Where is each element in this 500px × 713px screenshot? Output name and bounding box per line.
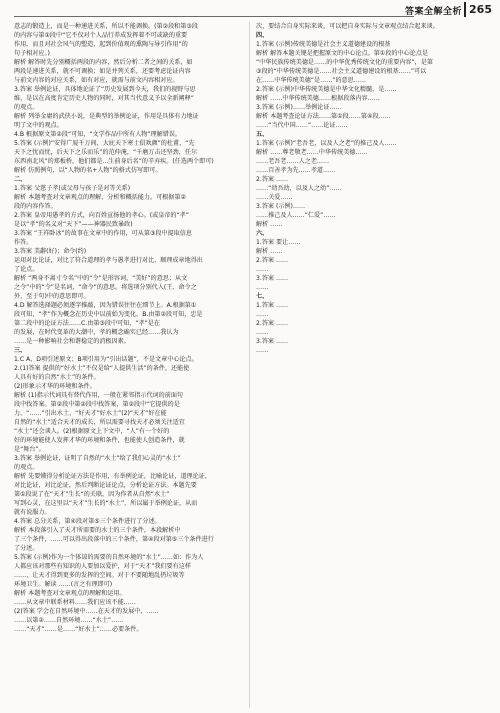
text-line: 解析 (1)指示代词具有替代作用，一般在紧邻指示代词的前面句 [14, 392, 184, 399]
page-header [14, 4, 492, 18]
text-line: ……，让天才得到更多的发挥的空间。对于不要随地乱扔垃圾等 [14, 572, 185, 579]
text-line: 解析 列举金庸的武侠小说，是典型的举例论证，作用是具体有力地证 [14, 113, 199, 120]
text-line: 了论点。 [14, 266, 39, 273]
text-line: 的内容与第①段中“它不仅对个人品行养成发挥着不可或缺的重要 [14, 32, 188, 39]
column-divider [249, 22, 250, 708]
text-line: …… [256, 347, 269, 354]
text-line: 与前文内容的对应关系，如有对应，就需与前文内容相对应。 [14, 77, 179, 84]
text-line: 5.答案 (示例)作为一个体谅的需要的自然环境的“水土”……如：作为人 [14, 554, 204, 561]
text-line: 2.答案 皇帝用愚孝的方式，向百姓宣扬他的孝心。(或皇帝的“孝” [14, 212, 189, 219]
text-line: 4.答案 总分关系，第④段对第⑤三个条件进行了分述。 [14, 518, 161, 525]
text-line: 的观点。 [14, 104, 39, 111]
text-line: 对比论证，对比论证，然后判断论证论点，分析论证方法。本题先要 [14, 482, 197, 489]
text-line: “水土”还会谈人。(2)根据原文上下文中，“人”有一个好的 [14, 428, 170, 435]
section-heading: 三、 [14, 347, 27, 354]
right-column [256, 22, 488, 708]
text-line: 1.答案 要让…… [256, 239, 301, 246]
text-line: 明了文中的观点。 [14, 122, 63, 129]
text-line: 解析 …… [256, 248, 283, 255]
text-line: 第①段说了在“天才”生长“的关联，因为作者从自然“水土” [14, 491, 170, 498]
text-line: 的发展，在时代变革的大潮中，孝的概念确实已经……我认为 [14, 329, 179, 336]
text-line: 解析 本题考查对文章观点的理解，分析和概括能力。可根据第② [14, 194, 186, 201]
text-line: 1.答案 (示例)“老吾老，以及人之老”的推己及人…… [256, 140, 397, 147]
text-line: 解析 先要懂得分析论证方法是作用，有举例论证，比喻论证，道理论证， [14, 473, 211, 480]
text-line: 第二段中的论证方法……C.由第③段中可知，“孝”是在 [14, 320, 160, 327]
text-line: 力、“……”引出水土，“好天才”好水土”(2)“天才”好在能 [14, 410, 167, 417]
text-line: 解析 “两身不离寸令名”中的“令”是形容词，“美好”的意思；从文 [14, 275, 188, 282]
text-line: 在……中华传统美德“是……”的意思…… [256, 77, 366, 84]
text-line: 3.答案 “王祥卧冰”的故事在文章中的作用，可从第③段中提取信息 [14, 230, 192, 237]
text-line: ③段的“中华传统美德是……社会主义道德建设的根基……”可以 [256, 68, 427, 75]
text-line: 好的环境能使人发挥才华的环境和条件，也能使人创造条件，就 [14, 437, 185, 444]
text-line: ……老吾老……人之老…… [256, 158, 330, 165]
text-line: 外，至于句)中的意思即可。 [14, 293, 90, 300]
text-line: 段中找答案。第②段中第②段中找答案，第②段中“它提供的是 [14, 401, 180, 408]
text-line: 意志的锻造上，而是一种递进关系，所以不能调换。(第②段和第③段 [14, 23, 198, 30]
text-line: 两段是递进关系，就不可调换；如是并列关系，还要考虑论证内容 [14, 68, 191, 75]
text-line: 句子相对应。) [14, 50, 50, 57]
text-line: 3.答案 (示例)…… [256, 203, 306, 210]
text-line: 作答。 [14, 239, 33, 246]
text-line: ……推己及人……“仁爱”…… [256, 212, 336, 219]
text-line: 2.答案 …… [256, 320, 289, 327]
text-line: ……百善孝为先……孝道…… [256, 167, 336, 174]
text-line: 东西南北风”的郑板桥，他们都是...生前身后名”的辛弃疾。(任选两个即可) [14, 158, 214, 165]
text-line: 3.答案 …… [256, 338, 289, 345]
text-line: 解析 …… [256, 221, 283, 228]
text-line: 了三个条件，……可以得出段落中的三个条件，第④段对第⑤三个条件进行 [14, 536, 214, 543]
text-line: 解析 仿照例句，以“人物的名+人物”的格式仿写即可。 [14, 167, 162, 174]
text-line: ……从文章中联系材料……我们应该不能…… [14, 599, 136, 606]
text-line: 3.答案 举例论证，具体地论证了“历史发展到今天，我们的视野与思 [14, 86, 196, 93]
text-line: 是“舞台”。 [14, 446, 45, 453]
section-heading: 七、 [256, 293, 269, 300]
text-line: 1.答案 (示例)传统美德是社会主义道德建设的根基 [256, 41, 391, 48]
text-line: (2)答案 学会在自然环境中……在天才的发展中，…… [14, 608, 159, 615]
text-line: 人具有好的自然“水土”的条件。 [14, 374, 100, 381]
text-line: …… [256, 284, 269, 291]
text-line: 之令”中的“令”是名词，“命令”的意思。将选项分别代入(王、命令之 [14, 284, 197, 291]
text-line: 段的内容作答。 [14, 203, 57, 210]
text-line: 4.D 解答选择题必须逐字推敲，因为错误往往在细节上。A.根据第① [14, 302, 197, 309]
text-line: 解析 本题考查对文章观点的理解和运用。 [14, 590, 126, 597]
text-line: 解析 ……中华传统美德……根据段落内容…… [256, 95, 380, 102]
text-line: 自然的“水土”适合天才的成长，所以需要寻找天才必须关注适宜 [14, 419, 185, 426]
text-line: 人都应该对那些有知识的人要加以爱护，对于“天才”我们要有这样 [14, 563, 191, 570]
text-line: …… [256, 329, 269, 336]
text-line: 3.答案 美辭(好)；命令(约) [14, 248, 87, 255]
text-line: 解析 本段落引入了天才所需要的水土的三个条件，本段解析中 [14, 527, 181, 534]
text-line: 次，要结合自身实际来谈，可以把自身实际与文章观点结合起来谈。 [256, 23, 439, 30]
text-line: 2.答案 …… [256, 257, 289, 264]
text-line: 是以“孝”的名义对“天下”——神器民致暴政) [14, 221, 133, 228]
text-line: 解析 ……尊老敬老……中华传统美德…… [256, 149, 368, 156]
header-rule [14, 16, 414, 17]
text-line: “中华民族传统美德是……的中华优秀传统文化的重要内容”，是第 [256, 59, 433, 66]
text-line: 4.B 根据原文第②段“可知，“文学作品中所有人物”理解错误。 [14, 131, 182, 138]
text-line: ……“幼吾幼，以及人之幼”…… [256, 185, 342, 192]
section-heading: 四、 [256, 32, 269, 39]
text-line: …… [256, 266, 269, 273]
text-line: 解析 解答本题关键是把握原文的中心论点。第①段的中心论点是 [256, 50, 428, 57]
section-heading: 五、 [256, 131, 269, 138]
text-line: ……以第②……自然环境……“水土”…… [14, 617, 124, 624]
text-line: 环境卫生。解读 ……(言之有理即可) [14, 581, 113, 588]
text-line: 就有说服力。 [14, 509, 51, 516]
text-line: 维，是以在高度肯定历史人物的同时，对其当代意义予以全新阐释” [14, 95, 194, 102]
text-line: 1.C A、D项引述原文；B项引用为“引出话题”，不是文章中心论点。 [14, 356, 198, 363]
left-column [14, 22, 246, 708]
text-line: 1.答案 父慈子孝(或父母与孩子是对等关系) [14, 185, 131, 192]
text-line: 解析 本题考查论证方法……第①段……第④段…… [256, 113, 391, 120]
text-line: ……“天才”……是……“好水土”……必要条件。 [14, 626, 143, 633]
text-line: 解析 解答时先分别概括两段的内容，然后分析二者之间的关系，如 [14, 59, 193, 66]
text-line: ……“当代中国……”……论证…… [256, 122, 348, 129]
page-number: 265 [464, 2, 492, 17]
text-line: …… [256, 311, 269, 318]
text-line: 3.答案 (示例)……举例论证…… [256, 104, 342, 111]
text-line: 运用对比论证，对比了符合道理的孝与愚孝进行对比，顺理成章地得出 [14, 257, 203, 264]
header-title: 答案全解全析 [404, 7, 462, 17]
text-line: 写到心灵，在这里以“天才”生长的“水土”，所以属于举例论证，从而 [14, 500, 198, 507]
text-line: 5.答案 (示例)“安得广厦千万间，大庇天下寒士俱欢颜”的杜甫，“先 [14, 140, 195, 147]
text-line: 作用，而且对社会风气的塑造，起到价值观的熏陶与导引作用”的 [14, 41, 188, 48]
text-line: 天下之忧而忧，后天下之乐而乐”的范仲淹，“千磨万击还坚劲，任尔 [14, 149, 198, 156]
text-line: 了分述。 [14, 545, 39, 552]
text-line: ……关爱…… [256, 194, 293, 201]
text-line: 2.(1)答案 提供的“好水土”不仅是给“人提供生活”的条件，还能使 [14, 365, 190, 372]
text-line: (2)形象示才华的环境和条件。 [14, 383, 96, 390]
text-line: 段可知，“孝”作为概念在历史中以前始为变化。B.由第②段可知，忠是 [14, 311, 203, 318]
text-line: 的观点。 [14, 464, 39, 471]
text-line: 2.答案 …… [256, 176, 289, 183]
text-line: 2.答案 (示例)中华传统美德是中华文化精髓，是…… [256, 86, 397, 93]
text-line: 3.答案 …… [256, 275, 289, 282]
section-heading: 六、 [256, 230, 269, 237]
text-line: 3.答案 举例论证，证明了自然的“水土”给了我们心灵的“水土” [14, 455, 181, 462]
section-heading: 二、 [14, 176, 27, 183]
text-line: ……是一种影响社会和谐稳定的消极因素。 [14, 338, 130, 345]
text-line: 1.答案 …… [256, 302, 289, 309]
